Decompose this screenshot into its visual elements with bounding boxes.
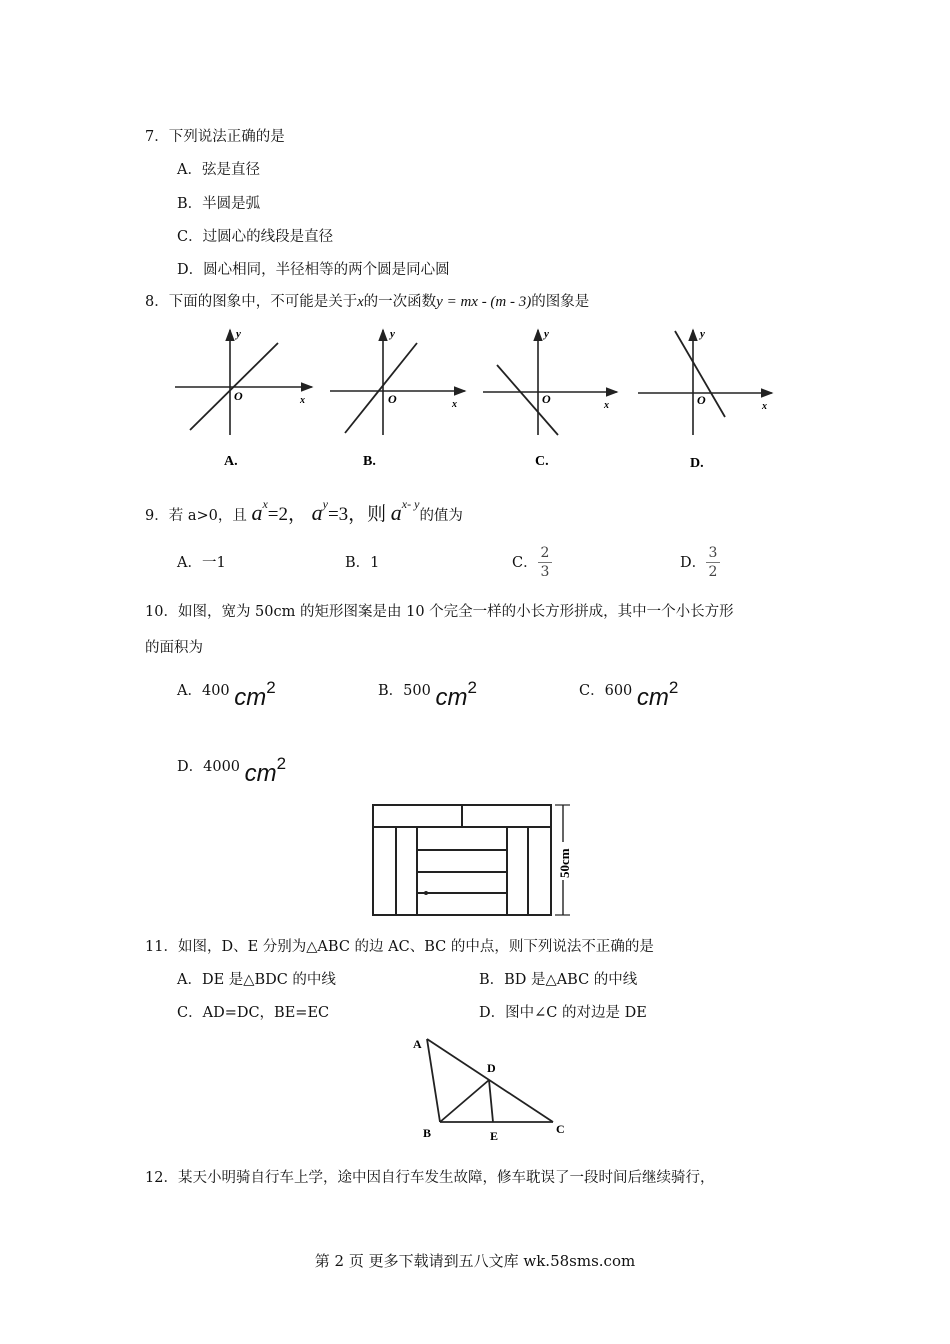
q9-frac-c-den: 3: [540, 564, 550, 580]
q8-a-origin: O: [234, 389, 243, 403]
q8-a-x-label: x: [300, 395, 305, 406]
q8-b-y-label: y: [390, 328, 395, 340]
q10-option-d-label: D．4000: [177, 759, 241, 775]
q9-stem-pre: 9．若 a>0，且: [145, 507, 247, 524]
q10-figure-label: 50cm: [557, 848, 572, 878]
q8-graph-c: [483, 328, 617, 469]
q11-option-d: D．图中∠C 的对边是 DE: [479, 1005, 647, 1021]
q12-stem: 12．某天小明骑自行车上学，途中因自行车发生故障，修车耽误了一段时间后继续骑行，: [145, 1170, 715, 1186]
q9-option-c: C．: [512, 555, 538, 571]
q10-option-a: [177, 678, 276, 721]
q9-expr2-exp: y: [322, 497, 328, 511]
q8-graph-a-label: A.: [224, 454, 238, 469]
q11-point-d: D: [487, 1061, 496, 1075]
q7-option-c: C．过圆心的线段是直径: [177, 229, 334, 245]
q10-option-b-unit: cm: [435, 684, 468, 711]
q9-option-b: B．1: [345, 555, 380, 571]
q7-option-d: D．圆心相同，半径相等的两个圆是同心圆: [177, 262, 450, 278]
q8-c-x-label: x: [604, 400, 609, 411]
q9-frac-d-num: 3: [708, 545, 718, 561]
q11-figure: [405, 1030, 585, 1148]
q8-c-origin: O: [542, 392, 551, 406]
q9-stem: [145, 495, 463, 531]
q9-frac-c-num: 2: [540, 545, 550, 561]
q10-option-b: [378, 678, 477, 721]
q8-d-y-label: y: [700, 328, 705, 340]
q11-point-c: C: [556, 1122, 565, 1136]
q10-option-a-unit: cm: [234, 684, 267, 711]
q7-option-b: B．半圆是弧: [177, 196, 261, 212]
q10-option-a-exp: 2: [266, 678, 276, 697]
q9-stem-post: 的值为: [419, 507, 463, 524]
q11-point-a: A: [413, 1037, 422, 1051]
q8-stem-post: 的图象是: [531, 294, 590, 310]
q7-stem: 7．下列说法正确的是: [145, 129, 285, 145]
q9-frac-d: [706, 545, 720, 580]
q9-frac-c: [538, 545, 552, 580]
q11-stem: 11．如图，D、E 分别为△ABC 的边 AC、BC 的中点，则下列说法不正确的是: [145, 939, 654, 955]
q8-d-x-label: x: [762, 401, 767, 412]
q10-option-d: [177, 754, 286, 797]
q8-line-b: [345, 343, 417, 433]
q8-b-x-label: x: [452, 399, 457, 410]
q11-point-b: B: [423, 1126, 432, 1140]
q9-option-a: A．一1: [177, 555, 226, 571]
q9-expr2-base: a: [311, 499, 323, 525]
q9-expr1-rhs: =2，: [267, 503, 308, 525]
q8-b-origin: O: [388, 392, 397, 406]
q10-figure: [365, 800, 585, 922]
q9-expr1-base: a: [251, 499, 263, 525]
q9-expr3-exp: x- y: [401, 497, 420, 511]
q11-option-a: A．DE 是△BDC 的中线: [177, 972, 336, 988]
q8-stem-mid: 的一次函数: [363, 294, 437, 310]
q8-d-origin: O: [697, 393, 706, 407]
q10-option-b-exp: 2: [467, 678, 477, 697]
q10-option-b-label: B．500: [378, 683, 431, 699]
q8-c-y-label: y: [544, 328, 549, 340]
q8-graph-b-label: B.: [363, 454, 376, 469]
q8-graphs: [160, 325, 800, 475]
q11-option-c: C．AD=DC，BE=EC: [177, 1005, 330, 1021]
q8-var-x: x: [357, 294, 364, 310]
q8-stem: [145, 292, 589, 312]
q10-option-c-exp: 2: [668, 678, 679, 697]
q9-option-d: D．: [680, 555, 707, 571]
q9-expr1-exp: x: [262, 497, 268, 511]
q10-option-d-exp: 2: [276, 754, 287, 773]
q10-line1: 10．如图，宽为 50cm 的矩形图案是由 10 个完全一样的小长方形拼成，其中一个小长方形: [145, 604, 734, 620]
q8-graph-c-label: C.: [535, 454, 549, 469]
q10-option-a-label: A．400: [177, 683, 230, 699]
q7-option-a: A．弦是直径: [177, 162, 260, 178]
q10-option-c: [579, 678, 678, 721]
q8-a-y-label: y: [236, 328, 241, 340]
q11-point-e: E: [490, 1129, 499, 1143]
q9-expr2-rhs: =3，则: [327, 503, 387, 525]
q9-frac-d-den: 2: [708, 564, 718, 580]
q8-stem-pre: 8．下面的图象中，不可能是关于: [145, 294, 358, 310]
q8-graph-d: [638, 328, 772, 471]
q8-graph-d-label: D.: [690, 456, 704, 471]
q8-graph-b: [330, 328, 465, 469]
q8-formula: y = mx - (m - 3): [436, 294, 532, 310]
q9-expr3-base: a: [390, 499, 402, 525]
q10-option-d-unit: cm: [244, 760, 277, 787]
page-footer: 第 2 页 更多下载请到五八文库 wk.58sms.com: [314, 1252, 636, 1270]
q11-option-b: B．BD 是△ABC 的中线: [479, 972, 638, 988]
q10-option-c-label: C．600: [579, 683, 633, 699]
q10-line2: 的面积为: [145, 640, 203, 656]
q8-graph-a: [175, 328, 312, 469]
q10-option-c-unit: cm: [636, 684, 669, 711]
